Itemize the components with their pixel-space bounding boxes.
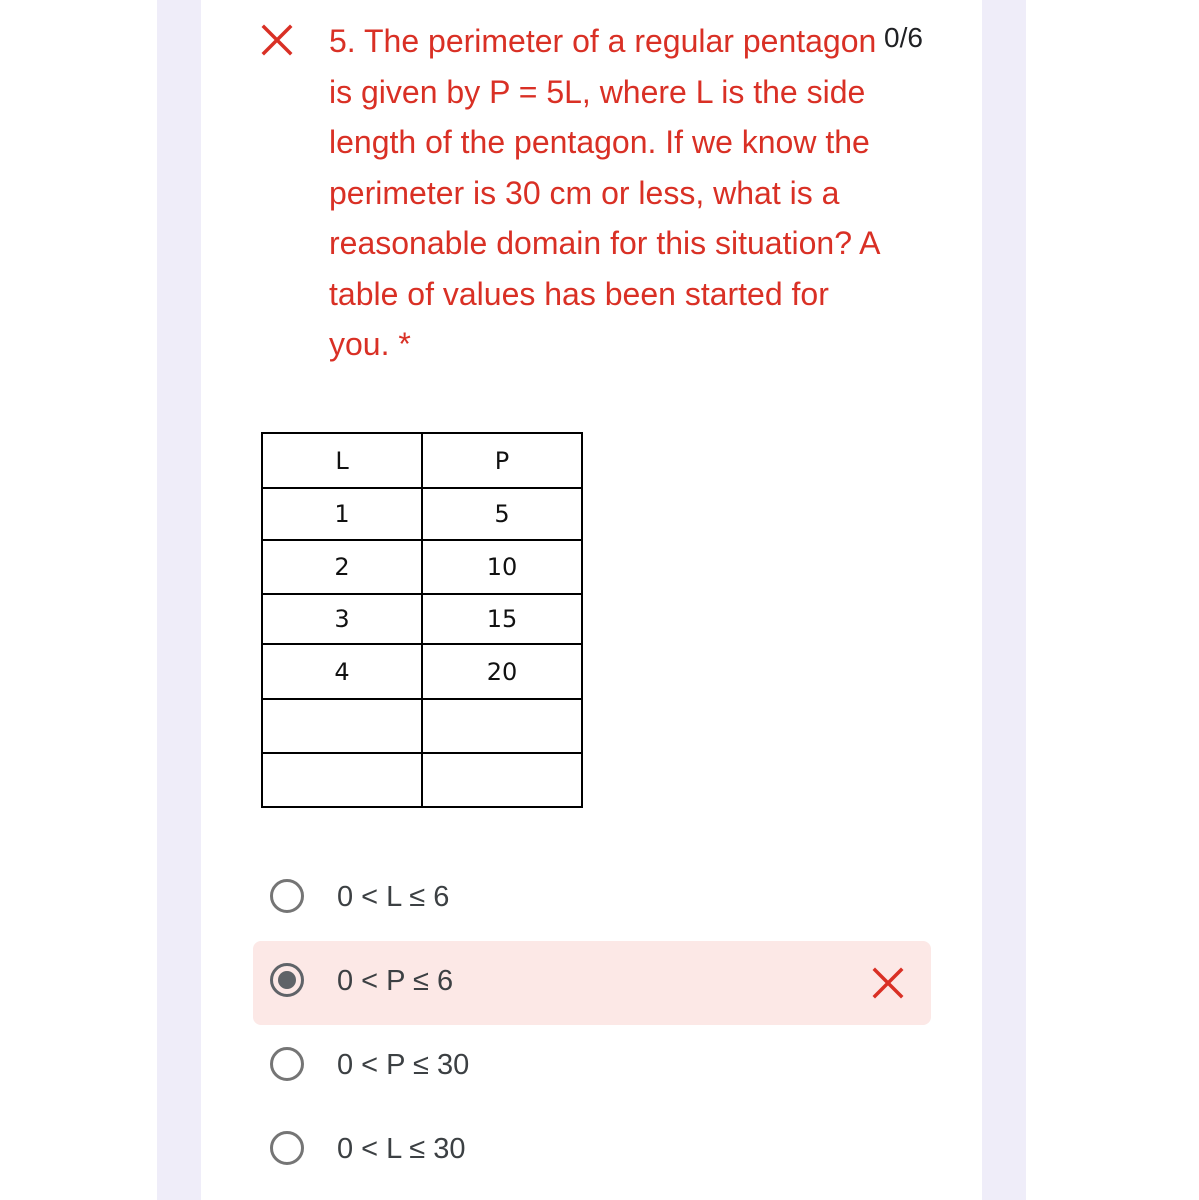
table-row [262, 488, 582, 540]
table-cell: 5 [422, 488, 582, 540]
incorrect-icon [871, 966, 905, 1000]
table-cell: 10 [422, 540, 582, 594]
question-text: 5. The perimeter of a regular pentagon is given by P = 5L, where L is the side length of the pentagon. If we know the perimeter is 30 cm or less, what is a reasonable domain for this situation? A table of values has been started for you. * [329, 23, 879, 362]
table-cell: 2 [262, 540, 422, 594]
answer-option[interactable] [253, 857, 931, 941]
table-cell: 20 [422, 644, 582, 699]
answer-option-selected[interactable] [253, 941, 931, 1025]
answer-option-label: 0 < L ≤ 30 [337, 1133, 466, 1165]
page-background-left [157, 0, 201, 1200]
table-header-cell: L [262, 433, 422, 488]
answer-option-label: 0 < P ≤ 30 [337, 1049, 470, 1081]
radio-button[interactable] [270, 1131, 304, 1165]
score-label: 0/6 [884, 22, 923, 53]
table-cell: 15 [422, 594, 582, 644]
table-row [262, 644, 582, 699]
table-cell [262, 699, 422, 753]
answer-option[interactable] [253, 1025, 931, 1109]
table-header-cell: P [422, 433, 582, 488]
table-row [262, 699, 582, 753]
table-cell: 4 [262, 644, 422, 699]
table-row [262, 594, 582, 644]
radio-dot [278, 971, 296, 989]
table-cell: 3 [262, 594, 422, 644]
radio-button-checked[interactable] [270, 963, 304, 997]
answer-option-label: 0 < L ≤ 6 [337, 881, 450, 913]
values-table [261, 432, 583, 808]
table-cell [422, 753, 582, 807]
radio-button[interactable] [270, 879, 304, 913]
page-background-right [982, 0, 1026, 1200]
answer-option[interactable] [253, 1109, 931, 1193]
answer-option-label: 0 < P ≤ 6 [337, 965, 454, 997]
table-cell: 1 [262, 488, 422, 540]
table-row [262, 753, 582, 807]
table-header-row [262, 433, 582, 488]
table-cell [262, 753, 422, 807]
table-row [262, 540, 582, 594]
table-cell [422, 699, 582, 753]
radio-button[interactable] [270, 1047, 304, 1081]
close-icon [259, 22, 295, 58]
